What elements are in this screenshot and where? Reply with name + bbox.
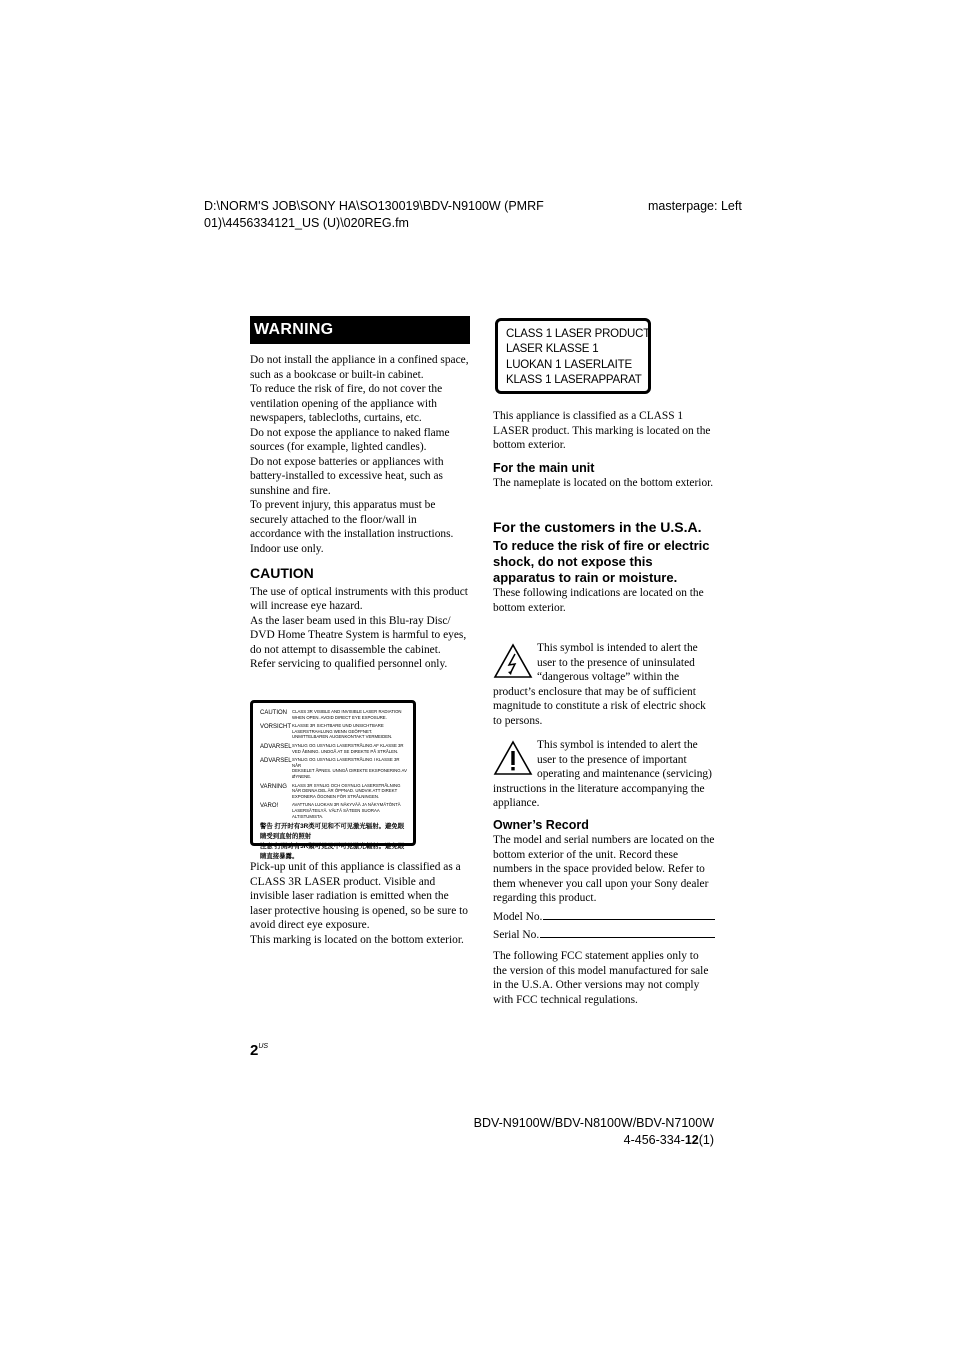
page-number-value: 2 [250, 1042, 259, 1059]
caution-label-row [260, 709, 409, 720]
label-text: CLASS 3R VISIBLE AND INVISIBLE LASER RADIATION WHEN OPEN. AVOID DIRECT EYE EXPOSURE. [292, 709, 402, 720]
model-number-field [493, 908, 715, 925]
label-text: KLASSE 3R SICHTBARE UND UNSICHTBARE LASERSTRAHLUNG WENN GEÖFFNET. UNMITTELBAREN AUGENKONTAKT VERMEIDEN. [292, 723, 393, 740]
class1-text: This appliance is classified as a CLASS 1 LASER product. This marking is located on the bottom exterior. [493, 410, 711, 451]
model-number-label: Model No. [493, 910, 543, 923]
warning-paragraph: To prevent injury, this apparatus must be securely attached to the floor/wall in accordance with the installation instructions. [250, 499, 454, 540]
laser-label-line: LASER KLASSE 1 [506, 343, 599, 356]
model-footer [440, 1115, 714, 1149]
electric-shock-warning-icon [493, 643, 533, 679]
risk-warning-heading: To reduce the risk of fire or electric shock, do not expose this apparatus to rain or moisture. [493, 538, 710, 585]
masterpage-label: masterpage: Left [648, 199, 742, 213]
caution-symbol-text: This symbol is intended to alert the user to the presence of important operating and maintenance (servicing) instructions in the literature accompanying the appliance. [493, 739, 712, 809]
pickup-paragraph: Pick-up unit of this appliance is classified as a CLASS 3R LASER product. Visible and invisible laser radiation is emitted when the laser protective housing is opened, so be sure to avoid direct eye exposure. [250, 861, 468, 931]
owners-record-text: The model and serial numbers are located on the bottom exterior of the unit. Record these numbers in the space provided below. Refer to them whenever you call upon your Sony dealer regarding this product. [493, 834, 715, 904]
label-text: SYNLIG OG USYNLIG LASERSTRÅLING I KLASSE 3R NÅR DEKSELET ÅPNES. UNNGÅ DIREKTE EKSPONERING AV ØYNENE. [292, 757, 407, 779]
footer-code [440, 1132, 714, 1149]
label-language: VORSICHT [260, 724, 292, 731]
label-text: KLASS 3R SYNLIG OCH OSYNLIG LASERSTRÅLNING NÄR DENNA DEL ÄR ÖPPNAD. UNDVIK ATT DIREKT EXPONERA ÖGONEN FÖR STRÅLNINGEN. [292, 782, 401, 799]
label-language: CAUTION [260, 710, 287, 716]
label-language: VARO! [260, 803, 279, 810]
warning-text [250, 353, 470, 556]
footer-code-suffix: (1) [698, 1133, 714, 1147]
voltage-symbol-text: This symbol is intended to alert the user to the presence of uninsulated “dangerous voltage” within the product’s enclosure that may be of sufficient magnitude to constitute a risk of electric shock to persons. [493, 642, 706, 727]
footer-models: BDV-N9100W/BDV-N8100W/BDV-N7100W [473, 1116, 714, 1130]
footer-code-prefix: 4-456-334- [623, 1133, 685, 1147]
file-path-header [204, 198, 544, 232]
caution-label-row [260, 802, 409, 819]
fcc-text: The following FCC statement applies only to the version of this model manufactured for sale in the U.S.A. Other versions may not comply with FCC technical regulations. [493, 950, 709, 1006]
caution-paragraph: The use of optical instruments with this product will increase eye hazard. [250, 585, 468, 612]
label-text: AVATTUNA LUOKAN 3R NÄKYVÄÄ JA NÄKYMÄTÖNTÄ LASERSÄTEILYÄ. VÄLTÄ SÄTEEN SUORAA ALTISTUMISTA. [292, 802, 401, 819]
usa-heading: For the customers in the U.S.A. [493, 519, 702, 535]
warning-paragraph: Do not expose batteries or appliances with battery-installed to excessive heat, such as sunshine and fire. [250, 455, 444, 497]
voltage-symbol-block [493, 641, 715, 728]
caution-label-row [260, 723, 409, 740]
label-language: ADVARSEL [260, 758, 292, 765]
indications-text: These following indications are located on the bottom exterior. [493, 587, 704, 614]
pickup-text [250, 860, 470, 947]
label-cjk-text: 警告 打开时有3R类可见和不可见激光辐射。避免眼睛受到直射的照射 注意 打開時有3R類可見及不可見激光輻射。避免眼睛直接暴露。 [260, 823, 405, 861]
warning-paragraph: Indoor use only. [250, 542, 324, 555]
laser-caution-label-image [250, 700, 416, 861]
label-language: VARNING [260, 783, 287, 790]
caution-paragraph: As the laser beam used in this Blu-ray Disc/ DVD Home Theatre System is harmful to eyes, do not attempt to disassemble the cabinet. [250, 614, 467, 656]
caution-label-row [260, 783, 409, 800]
caution-paragraph: Refer servicing to qualified personnel only. [250, 658, 448, 670]
caution-section [250, 566, 470, 672]
laser-label-line: CLASS 1 LASER PRODUCT [506, 328, 651, 340]
caution-label-row [260, 743, 409, 754]
caution-symbol-block [493, 738, 715, 811]
label-text: SYNLIG OG USYNLIG LASERSTRÅLING AF KLASSE 3R VED ÅBNING. UNDGÅ AT SE DIREKTE PÅ STRÅLEN. [292, 742, 404, 754]
laser-label-line: LUOKAN 1 LASERLAITE [506, 358, 632, 371]
owners-record-section [493, 818, 715, 943]
usa-section [493, 519, 715, 615]
file-path-line-1: D:\NORM'S JOB\SONY HA\SO130019\BDV-N9100W (PMRF [204, 199, 544, 213]
main-unit-text: The nameplate is located on the bottom exterior. [493, 477, 714, 489]
warning-heading: WARNING [250, 316, 470, 344]
warning-paragraph: Do not install the appliance in a confined space, such as a bookcase or built-in cabinet. [250, 354, 469, 381]
laser-label-line: KLASS 1 LASERAPPARAT [506, 374, 642, 387]
serial-number-field [493, 926, 715, 943]
serial-number-label: Serial No. [493, 929, 540, 941]
label-language: ADVARSEL [260, 743, 292, 750]
page-number-suffix: US [258, 1043, 269, 1050]
owners-record-heading: Owner’s Record [493, 818, 589, 832]
pickup-paragraph: This marking is located on the bottom exterior. [250, 933, 464, 946]
main-unit-section [493, 461, 715, 491]
main-unit-heading: For the main unit [493, 461, 595, 475]
class1-laser-label [495, 318, 651, 394]
serial-number-line [540, 926, 715, 938]
warning-paragraph: To reduce the risk of fire, do not cover the ventilation opening of the appliance with newspapers, tablecloths, curtains, etc. [250, 383, 443, 424]
caution-heading: CAUTION [250, 565, 314, 581]
exclamation-warning-icon [493, 740, 533, 776]
caution-label-row [260, 757, 409, 779]
model-number-line [543, 908, 715, 920]
footer-code-bold: 12 [684, 1133, 699, 1147]
warning-paragraph: Do not expose the appliance to naked flame sources (for example, lighted candles). [250, 426, 450, 453]
page-number [250, 1042, 268, 1059]
file-path-line-2: 01)\4456334121_US (U)\020REG.fm [204, 216, 409, 230]
